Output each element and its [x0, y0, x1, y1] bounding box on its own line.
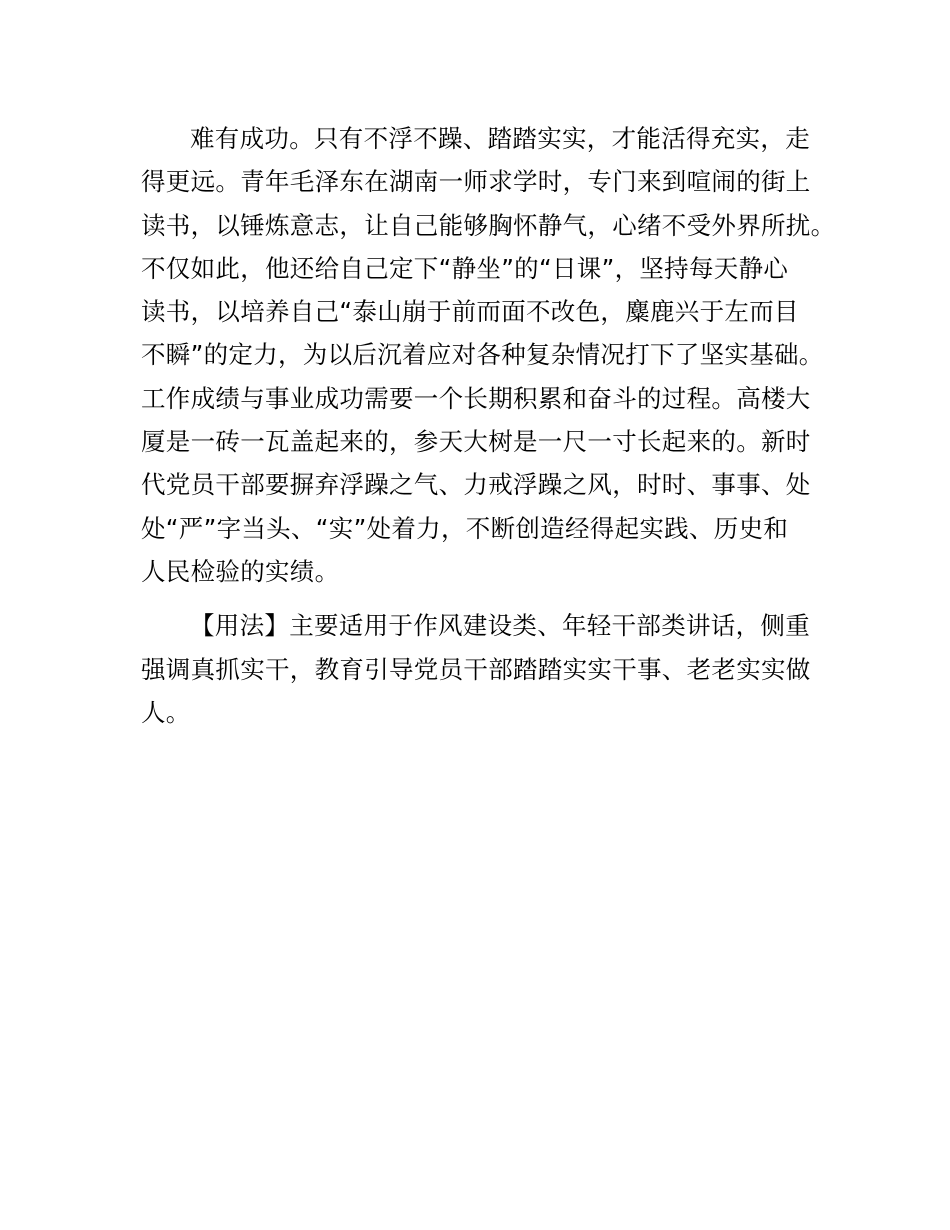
document-body	[141, 117, 836, 734]
text-line: 不仅如此，他还给自己定下“静坐”的“日课”，坚持每天静心	[141, 253, 789, 283]
text-line: 读书，以培养自己“泰山崩于前而面不改色，麋鹿兴于左而目	[141, 297, 799, 327]
text-line: 得更远。青年毛泽东在湖南一师求学时，专门来到喧闹的街上	[141, 167, 811, 197]
text-line: 强调真抓实干，教育引导党员干部踏踏实实干事、老老实实做	[141, 654, 811, 684]
text-line: 难有成功。只有不浮不躁、踏踏实实，才能活得充实，走	[190, 124, 810, 153]
text-line: 厦是一砖一瓦盖起来的，参天大树是一尺一寸长起来的。新时	[141, 427, 811, 457]
text-line: 工作成绩与事业成功需要一个长期积累和奋斗的过程。高楼大	[141, 383, 811, 413]
paragraph-2	[141, 604, 813, 734]
text-line: 人民检验的实绩。	[141, 556, 340, 586]
paragraph-1	[141, 117, 836, 593]
text-line: 处“严”字当头、“实”处着力，不断创造经得起实践、历史和	[141, 513, 789, 543]
text-line: 人。	[141, 697, 191, 727]
text-line: 读书，以锤炼意志，让自己能够胸怀静气，心绪不受外界所扰。	[141, 210, 836, 240]
text-line: 不瞬”的定力，为以后沉着应对各种复杂情况打下了坚实基础。	[141, 340, 824, 370]
text-line: 代党员干部要摒弃浮躁之气、力戒浮躁之风，时时、事事、处	[141, 470, 811, 500]
text-line: 【用法】主要适用于作风建设类、年轻干部类讲话，侧重	[190, 611, 810, 641]
